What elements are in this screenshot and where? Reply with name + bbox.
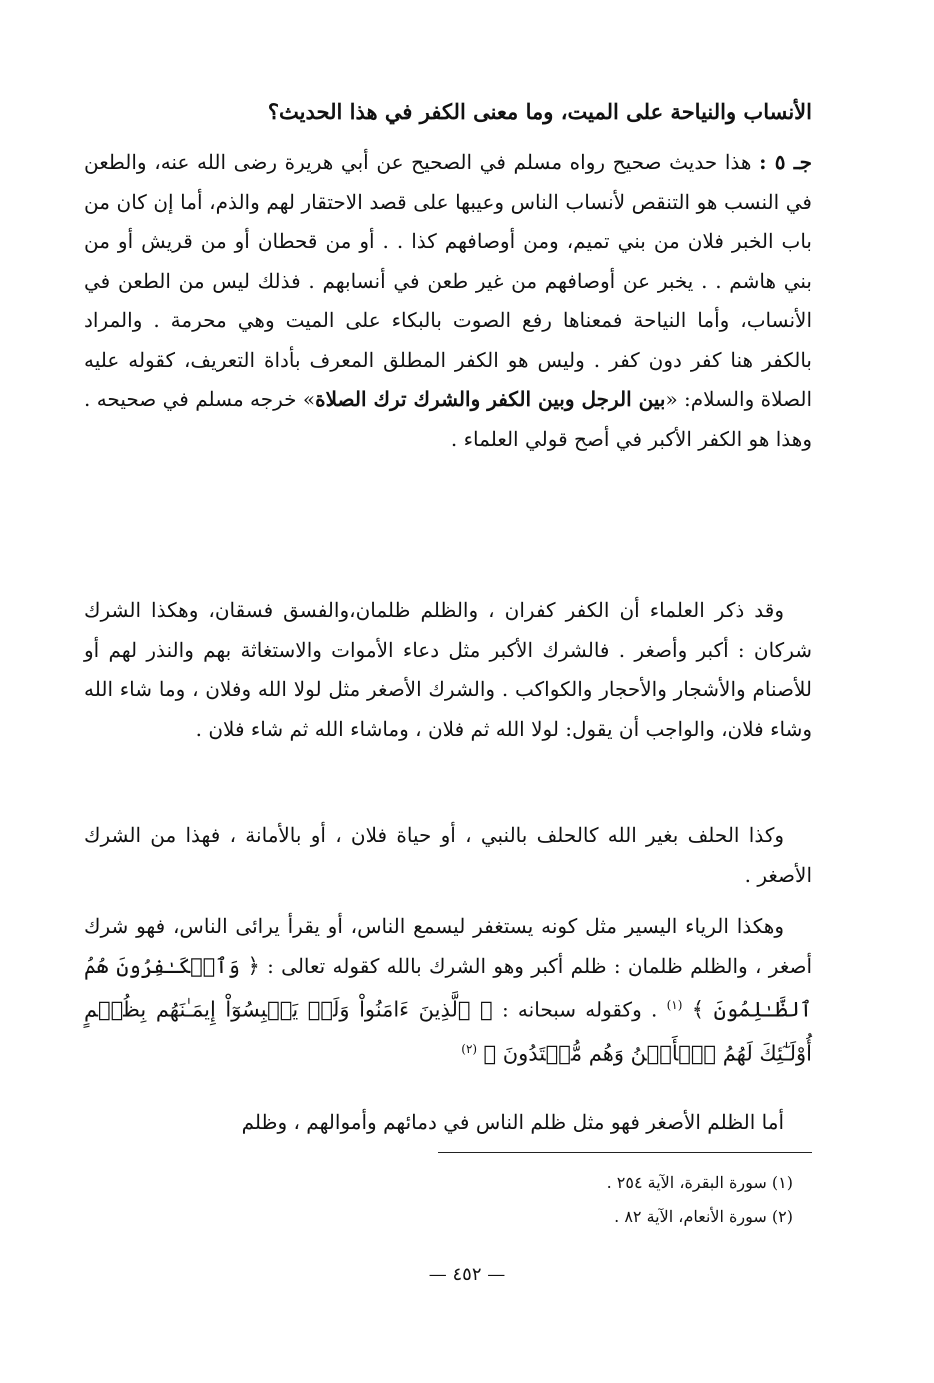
hadith-quote: بين الرجل وبين الكفر والشرك ترك الصلاة (315, 387, 666, 411)
page-number: — ٤٥٢ — (428, 1264, 506, 1285)
paragraph-text: . وكقوله سبحانه : (501, 997, 658, 1022)
footnote-ref-1: (١) (666, 998, 683, 1012)
footnote-1: (١) سورة البقرة، الآية ٢٥٤ . (606, 1173, 793, 1192)
paragraph-text: وكذا الحلف بغير الله كالحلف بالنبي ، أو حياة فلان ، أو بالأمانة ، فهذا من الشرك الأصغر . (84, 823, 812, 887)
footnote-ref-2: (٢) (461, 1042, 478, 1057)
footnote-divider (438, 1152, 812, 1153)
footnote-2: (٢) سورة الأنعام، الآية ٨٢ . (614, 1207, 793, 1226)
paragraph-text: وقد ذكر العلماء أن الكفر كفران ، والظلم ظلمان،والفسق فسقان، وهكذا الشرك شركان : أكبر وأصغر . فالشرك الأكبر مثل دعاء الأموات والاستغاثة بهم والنذر لهم أو للأصنام والأشجار والأحجار والكواكب . والشرك الأصغر مثل لولا الله وفلان ، وما شاء الله وشاء فلان، والواجب أن يقول: لولا الله ثم فلان ، وماشاء الله ثم شاء فلان . (84, 598, 812, 741)
question-heading: الأنساب والنياحة على الميت، وما معنى الكفر في هذا الحديث؟ (267, 99, 812, 124)
answer-paragraph (84, 143, 812, 459)
footnotes (400, 1166, 793, 1234)
paragraph-minor-zulm (84, 1103, 812, 1143)
paragraph-shirk-types (84, 591, 812, 749)
answer-text-part1: هذا حديث صحيح رواه مسلم في الصحيح عن أبي هريرة رضى الله عنه، والطعن في النسب هو التنقص لأنساب الناس وعيبها على قصد الاحتقار لهم والذم، أما إن كان من باب الخبر فلان من بني تميم، ومن أوصافهم كذا . . أو من قحطان أو من قريش أو من بني هاشم . . يخبر عن أوصافهم من غير طعن في أنسابهم . فذلك ليس من الطعن في الأنساب، وأما النياحة فمعناها رفع الصوت بالبكاء على الميت وهي محرمة . والمراد بالكفر هنا كفر دون كفر . وليس هو الكفر المطلق المعرف بأداة التعريف، كقوله عليه الصلاة والسلام: « (84, 150, 812, 411)
answer-text-part2: » خرجه مسلم في صحيحه . وهذا هو الكفر الأكبر في أصح قولي العلماء . (83, 387, 812, 451)
quran-verse-1: ﴿ وَٱلۡكَـٰفِرُونَ هُمُ ٱلظَّـٰلِمُونَ ﴾ (84, 953, 813, 1022)
quran-verse-2: ﴿ ٱلَّذِينَ ءَامَنُواْ وَلَمۡ يَلۡبِسُوٓاْ إِيمَـٰنَهُم بِظُلۡمٍ أُوْلَـٰٓئِكَ لَهُمُ ٱلۡأَمۡنُ وَهُم مُّهۡتَدُونَ ﴾ (84, 997, 812, 1066)
paragraph-text: وهكذا الرياء اليسير مثل كونه يستغفر ليسمع الناس، أو يقرأ يرائى الناس، فهو شرك أصغر ، والظلم ظلمان : ظلم أكبر وهو الشرك بالله كقوله تعالى : (84, 914, 813, 978)
paragraph-oath (84, 816, 812, 895)
paragraph-riya-zulm (84, 907, 812, 1074)
paragraph-text: أما الظلم الأصغر فهو مثل ظلم الناس في دمائهم وأموالهم ، وظلم (241, 1110, 784, 1134)
answer-label: جـ ٥ : (759, 150, 812, 174)
